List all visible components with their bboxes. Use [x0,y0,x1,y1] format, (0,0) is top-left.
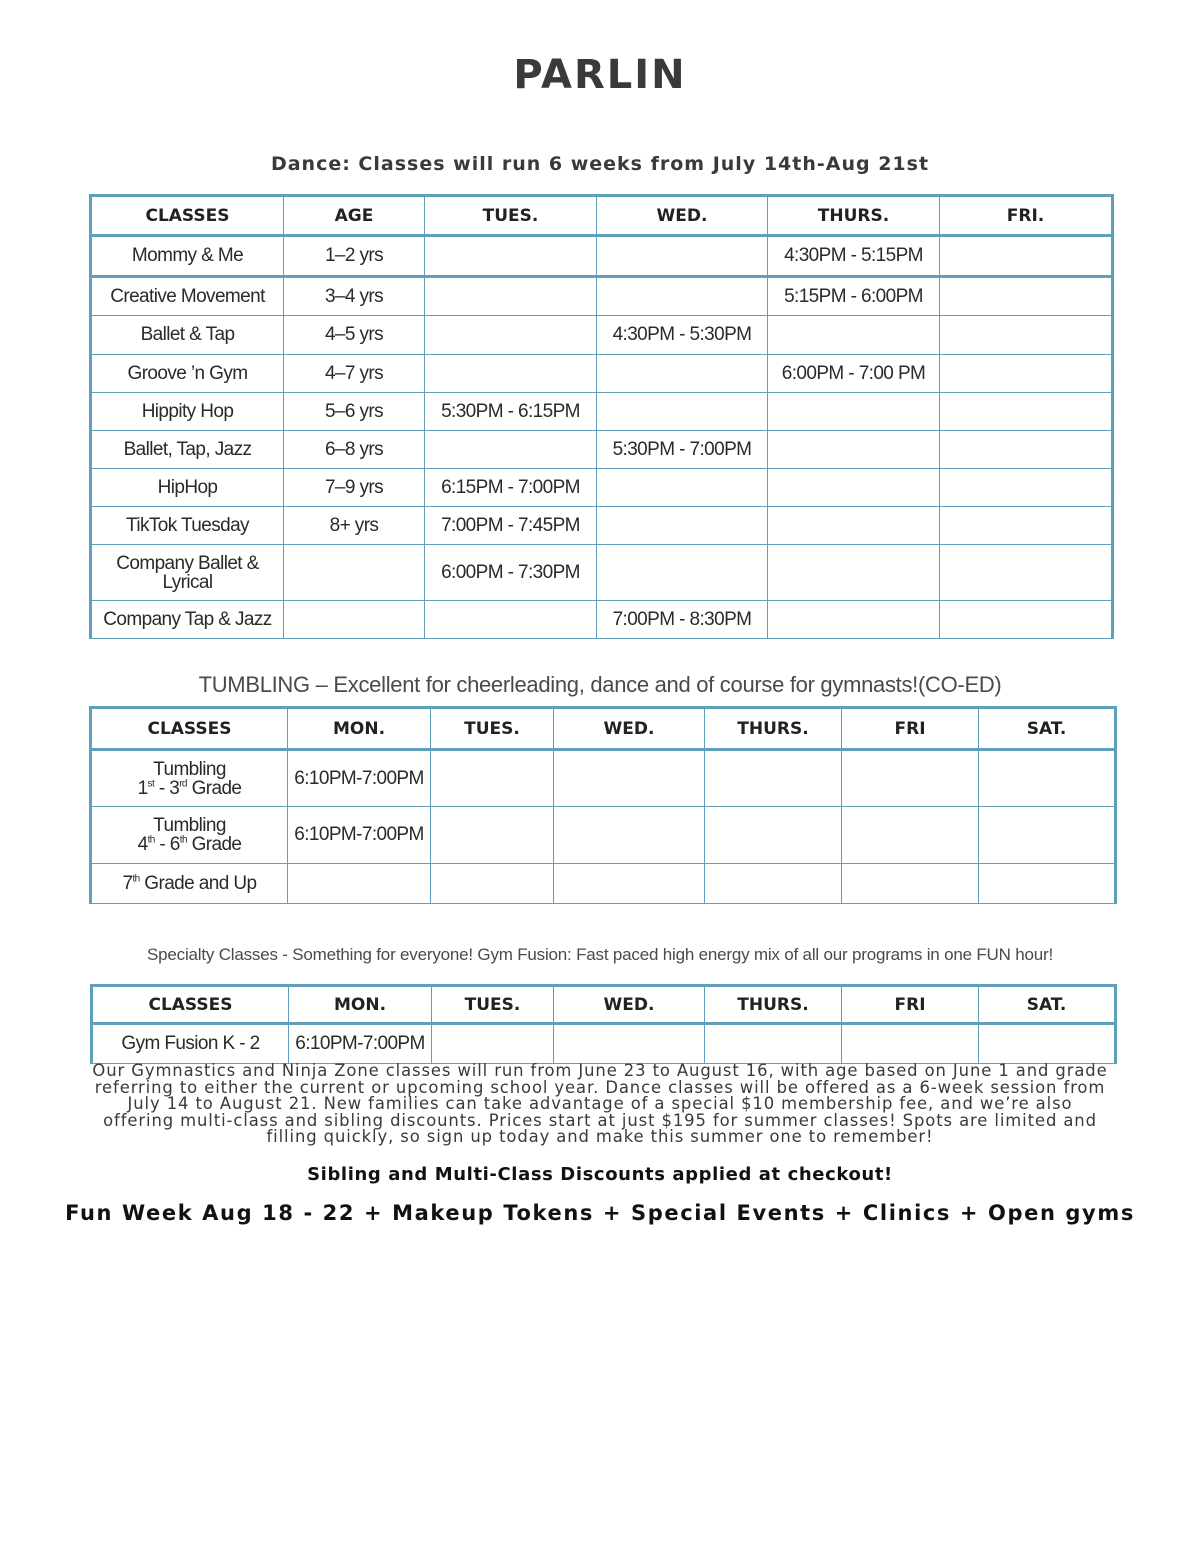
tues-cell [425,277,597,316]
header-wed: WED. [554,708,705,750]
program-description: Our Gymnastics and Ninja Zone classes will run from June 23 to August 16, with age based on June 1 and grade referring to either the current or upcoming school year. Dance classes will be offered as a 6-week session from July 14 to August 21. New families can take advantage of a special $10 membership fee, and we’re also offering multi-class and sibling discounts. Prices start at just $195 for summer classes! Spots are limited and filling quickly, so sign up today and make this summer one to remember! [92,1061,1108,1146]
class-name: Creative Movement [91,277,284,316]
header-tues: TUES. [432,986,554,1024]
fri-cell [842,750,979,807]
table-row [91,507,1113,545]
age-cell: 4–7 yrs [284,355,425,393]
header-tues: TUES. [431,708,554,750]
wed-cell [597,469,768,507]
tues-cell [425,431,597,469]
thurs-cell: 5:15PM - 6:00PM [768,277,940,316]
dance-schedule-table [89,194,1114,639]
table-row [91,393,1113,431]
table-row [91,469,1113,507]
header-thurs: THURS. [768,196,940,236]
class-name: Ballet, Tap, Jazz [91,431,284,469]
thurs-cell [768,393,940,431]
thurs-cell [768,545,940,601]
wed-cell [554,750,705,807]
ordinal-suffix: th [147,834,155,846]
tues-cell [425,316,597,355]
table-row [91,431,1113,469]
class-name: Ballet & Tap [91,316,284,355]
sat-cell [979,807,1116,864]
fri-cell [940,393,1113,431]
class-name: Hippity Hop [91,393,284,431]
tues-cell [431,807,554,864]
table-row [91,277,1113,316]
wed-cell: 4:30PM - 5:30PM [597,316,768,355]
class-name: Groove ’n Gym [91,355,284,393]
wed-cell [597,236,768,277]
fri-cell [842,1024,979,1064]
table-row [91,750,1116,807]
ordinal-suffix: th [132,873,140,885]
class-name: Mommy & Me [91,236,284,277]
header-thurs: THURS. [705,708,842,750]
wed-cell [554,864,705,904]
thurs-cell [705,864,842,904]
discount-note: Sibling and Multi-Class Discounts applied at checkout! [307,1164,893,1185]
wed-cell [554,1024,705,1064]
class-name: Gym Fusion K - 2 [92,1024,289,1064]
grade-label: Grade [186,777,242,799]
age-cell: 4–5 yrs [284,316,425,355]
wed-cell [597,545,768,601]
header-sat: SAT. [979,708,1116,750]
class-name-line: Company Ballet & [116,552,259,574]
sat-cell [979,750,1116,807]
ordinal-suffix: th [179,834,187,846]
thurs-cell: 6:00PM - 7:00 PM [768,355,940,393]
table-row [91,236,1113,277]
age-cell: 1–2 yrs [284,236,425,277]
thurs-cell [705,1024,842,1064]
header-sat: SAT. [979,986,1116,1024]
fri-cell [842,864,979,904]
specialty-subtitle: Specialty Classes - Something for everyone! Gym Fusion: Fast paced high energy mix of all our programs in one FUN hour! [147,945,1053,964]
tues-cell: 5:30PM - 6:15PM [425,393,597,431]
table-header-row [91,196,1113,236]
thurs-cell [768,469,940,507]
ordinal-suffix: rd [179,778,187,790]
grade-number: 4 [137,834,148,855]
wed-cell [597,393,768,431]
table-row [92,1024,1116,1064]
mon-cell: 6:10PM-7:00PM [288,807,431,864]
thurs-cell [768,601,940,639]
age-cell: 3–4 yrs [284,277,425,316]
age-cell: 5–6 yrs [284,393,425,431]
table-header-row [91,708,1116,750]
class-name-line: Tumbling [153,815,226,836]
table-row [91,355,1113,393]
class-name: HipHop [91,469,284,507]
grade-label: Grade and Up [139,872,257,894]
fri-cell [940,316,1113,355]
header-wed: WED. [597,196,768,236]
fri-cell [940,236,1113,277]
wed-cell [597,507,768,545]
fri-cell [940,277,1113,316]
table-row [91,316,1113,355]
grade-number: 7 [122,872,133,894]
thurs-cell: 4:30PM - 5:15PM [768,236,940,277]
ordinal-suffix: st [147,778,155,790]
thurs-cell [768,316,940,355]
fri-cell [940,507,1113,545]
grade-number: - 6 [154,834,180,855]
class-name [91,750,288,807]
sat-cell [979,864,1116,904]
thurs-cell [768,507,940,545]
header-classes: CLASSES [92,986,289,1024]
sat-cell [979,1024,1116,1064]
header-tues: TUES. [425,196,597,236]
class-name [91,864,288,904]
tues-cell: 7:00PM - 7:45PM [425,507,597,545]
age-cell [284,601,425,639]
tues-cell [432,1024,554,1064]
tues-cell [425,601,597,639]
header-classes: CLASSES [91,708,288,750]
thurs-cell [768,431,940,469]
header-fri: FRI [842,708,979,750]
table-row [91,601,1113,639]
class-name-line: Tumbling [153,758,226,780]
tues-cell [425,355,597,393]
header-wed: WED. [554,986,705,1024]
table-row [91,807,1116,864]
class-name: TikTok Tuesday [91,507,284,545]
grade-label: Grade [186,834,242,855]
tumbling-subtitle: TUMBLING – Excellent for cheerleading, dance and of course for gymnasts!(CO-ED) [198,672,1002,697]
wed-cell [554,807,705,864]
mon-cell: 6:10PM-7:00PM [289,1024,432,1064]
class-name [91,807,288,864]
header-fri: FRI. [940,196,1113,236]
wed-cell [597,355,768,393]
tues-cell [431,864,554,904]
class-name [91,545,284,601]
tues-cell: 6:00PM - 7:30PM [425,545,597,601]
age-cell [284,545,425,601]
class-name-line: Lyrical [162,571,213,593]
mon-cell [288,864,431,904]
age-cell: 6–8 yrs [284,431,425,469]
age-cell: 8+ yrs [284,507,425,545]
fun-week-banner: Fun Week Aug 18 - 22 + Makeup Tokens + Special Events + Clinics + Open gyms [65,1201,1135,1225]
table-header-row [92,986,1116,1024]
header-classes: CLASSES [91,196,284,236]
header-thurs: THURS. [705,986,842,1024]
tues-cell [431,750,554,807]
class-name: Company Tap & Jazz [91,601,284,639]
header-mon: MON. [288,708,431,750]
header-fri: FRI [842,986,979,1024]
dance-subtitle: Dance: Classes will run 6 weeks from July 14th-Aug 21st [270,153,930,175]
fri-cell [940,355,1113,393]
wed-cell: 5:30PM - 7:00PM [597,431,768,469]
tumbling-schedule-table [89,706,1117,904]
header-age: AGE [284,196,425,236]
table-row [91,545,1113,601]
fri-cell [940,431,1113,469]
thurs-cell [705,750,842,807]
mon-cell: 6:10PM-7:00PM [288,750,431,807]
page-title: PARLIN [513,52,687,98]
specialty-schedule-table [90,984,1117,1064]
fri-cell [940,601,1113,639]
thurs-cell [705,807,842,864]
tues-cell: 6:15PM - 7:00PM [425,469,597,507]
fri-cell [842,807,979,864]
fri-cell [940,469,1113,507]
grade-range [96,779,283,798]
table-row [91,864,1116,904]
grade-range [96,835,283,854]
tues-cell [425,236,597,277]
grade-number: 1 [137,777,148,799]
wed-cell: 7:00PM - 8:30PM [597,601,768,639]
wed-cell [597,277,768,316]
header-mon: MON. [289,986,432,1024]
age-cell: 7–9 yrs [284,469,425,507]
fri-cell [940,545,1113,601]
grade-number: - 3 [154,777,180,799]
